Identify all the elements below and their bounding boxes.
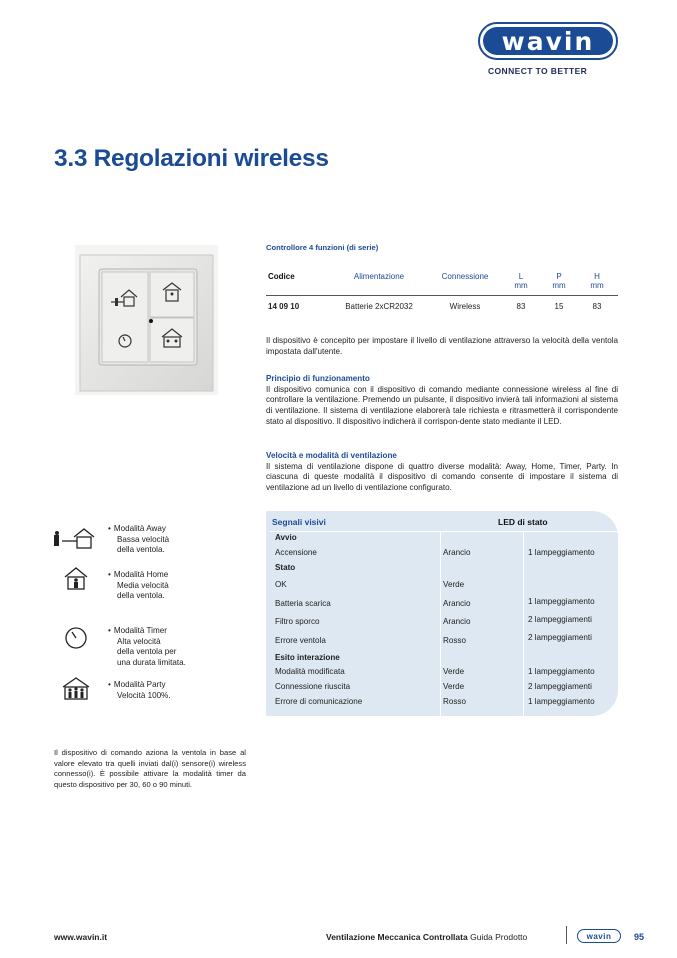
page-title: 3.3 Regolazioni wireless xyxy=(54,145,329,172)
group-avvio: Avvio xyxy=(275,533,297,542)
mode-party xyxy=(108,680,218,701)
bullet-icon: • xyxy=(108,680,111,689)
page-number: 95 xyxy=(634,932,645,942)
brand-tagline: CONNECT TO BETTER xyxy=(488,66,588,76)
footer-divider xyxy=(566,926,567,944)
signal-event: Modalità modificata xyxy=(275,667,345,676)
spec-power: Batterie 2xCR2032 xyxy=(345,302,413,311)
signal-color: Verde xyxy=(443,580,465,589)
mode-party-title xyxy=(108,680,218,691)
signals-table xyxy=(266,511,618,716)
mode-away-label: Modalità Away xyxy=(113,524,166,533)
table-row xyxy=(266,697,618,709)
signal-led: 1 lampeggiamento xyxy=(528,697,595,706)
mode-away-desc-1: Bassa velocità xyxy=(117,534,170,544)
wavin-logo xyxy=(478,22,618,62)
bullet-icon: • xyxy=(108,524,111,533)
signal-color: Verde xyxy=(443,682,465,691)
signal-event: Errore di comunicazione xyxy=(275,697,363,706)
mode-home-title xyxy=(108,570,218,581)
signal-led: 2 lampeggiamenti xyxy=(528,682,592,691)
spec-col-p-label: P xyxy=(556,272,562,281)
spec-col-h xyxy=(582,272,612,290)
signal-color: Arancio xyxy=(443,548,471,557)
mode-home-desc-2: della ventola. xyxy=(117,591,165,601)
signal-event: Batteria scarica xyxy=(275,599,331,608)
table-row xyxy=(266,633,618,648)
table-row xyxy=(266,682,618,694)
spec-connection: Wireless xyxy=(449,302,481,311)
speed-heading: Velocità e modalità di ventilazione xyxy=(266,451,397,460)
table-row xyxy=(266,667,618,679)
mode-timer-title xyxy=(108,626,218,637)
group-stato: Stato xyxy=(275,563,296,572)
table-row xyxy=(266,580,618,592)
footer-url-link[interactable]: www.wavin.it xyxy=(54,932,108,942)
spec-col-code: Codice xyxy=(268,272,295,281)
mode-away-title xyxy=(108,524,218,535)
signals-group-title xyxy=(266,533,618,545)
group-esito: Esito interazione xyxy=(275,653,340,662)
signal-led: 2 lampeggiamenti xyxy=(528,633,592,642)
signal-led: 2 lampeggiamenti xyxy=(528,615,592,624)
signals-group-title xyxy=(266,563,618,575)
mode-timer-desc-1: Alta velocità xyxy=(117,636,161,646)
spec-col-h-label: H xyxy=(594,272,600,281)
spec-col-power: Alimentazione xyxy=(353,272,405,281)
party-icon xyxy=(62,676,90,705)
footer-doc-title xyxy=(326,932,527,942)
signal-color: Arancio xyxy=(443,617,471,626)
home-icon xyxy=(64,566,88,595)
signals-group-title xyxy=(266,653,618,665)
spec-col-h-unit: mm xyxy=(590,281,604,290)
signals-header-divider xyxy=(270,531,618,532)
mode-home-label: Modalità Home xyxy=(113,570,169,579)
mode-home-desc-1: Media velocità xyxy=(117,580,169,590)
mode-away-desc-2: della ventola. xyxy=(117,545,165,555)
signal-led: 1 lampeggiamento xyxy=(528,667,595,676)
spec-col-connection: Connessione xyxy=(441,272,489,281)
principle-heading: Principio di funzionamento xyxy=(266,374,370,383)
controller-photo xyxy=(75,245,220,400)
spec-h: 83 xyxy=(592,302,602,311)
logo-text: wavin xyxy=(501,27,595,56)
mode-home xyxy=(108,570,218,602)
signal-color: Rosso xyxy=(443,636,466,645)
footer-logo: wavin xyxy=(577,929,621,943)
bullet-icon: • xyxy=(108,570,111,579)
speed-text: Il sistema di ventilazione dispone di quattro diverse modalità: Away, Home, Timer, Party. In ciascuna di queste modalità il dispositivo di comando consente di impostare il sistema di ventilazione ad un livello di ventilazione configurato. xyxy=(266,461,618,493)
signal-color: Arancio xyxy=(443,599,471,608)
mode-timer xyxy=(108,626,218,668)
signal-color: Rosso xyxy=(443,697,466,706)
signal-led: 1 lampeggiamento xyxy=(528,597,595,606)
footer-doc-main: Ventilazione Meccanica Controllata xyxy=(326,932,468,942)
bullet-icon: • xyxy=(108,626,111,635)
spec-col-l-unit: mm xyxy=(514,281,528,290)
mode-party-desc-1: Velocità 100%. xyxy=(117,690,171,700)
spec-data-row xyxy=(266,302,618,318)
table-row xyxy=(266,617,618,629)
spec-header-row xyxy=(266,272,618,296)
signal-event: Accensione xyxy=(275,548,317,557)
principle-text: Il dispositivo comunica con il dispositivo di comando mediante connessione wireless al fine di controllare la ventilazione. Premendo un pulsante, il dispositivo invierà tali informazioni al sistema di ventilazione. Il sistema di ventilazione elaborerà tale richiesta e ritrasmetterà il corrispondente stato al dispositivo. Il dispositivo indicherà il corrispon-dente stato mediante il LED. xyxy=(266,384,618,426)
spec-code: 14 09 10 xyxy=(268,302,300,311)
spec-table xyxy=(266,272,618,318)
mode-timer-desc-3: una durata limitata. xyxy=(117,657,186,667)
spec-col-l xyxy=(506,272,536,290)
mode-timer-label: Modalità Timer xyxy=(113,626,167,635)
spec-divider xyxy=(266,295,618,296)
note-text: Il dispositivo di comando aziona la ventola in base al valore elevato tra quelli inviati dal(i) sensore(i) wireless connesso(i). È possibile attivare la modalità timer da questo dispositivo per 30, 60 o 90 minuti. xyxy=(54,748,246,789)
mode-party-label: Modalità Party xyxy=(113,680,166,689)
mode-away xyxy=(108,524,218,556)
signal-color: Verde xyxy=(443,667,465,676)
description: Il dispositivo è concepito per impostare il livello di ventilazione attraverso la velocità della ventola impostata dall'utente. xyxy=(266,336,618,356)
spec-p: 15 xyxy=(554,302,564,311)
speed-section xyxy=(266,451,618,494)
principle-section xyxy=(266,374,618,428)
signal-event: Filtro sporco xyxy=(275,617,320,626)
spec-heading: Controllore 4 funzioni (di serie) xyxy=(266,243,379,252)
table-row xyxy=(266,548,618,560)
mode-timer-desc-2: della ventola per xyxy=(117,647,177,657)
table-row xyxy=(266,599,618,611)
signal-event: Connessione riuscita xyxy=(275,682,351,691)
away-icon xyxy=(54,526,96,555)
footer-doc-sub: Guida Prodotto xyxy=(470,932,528,942)
spec-col-p xyxy=(544,272,574,290)
timer-icon xyxy=(64,626,88,655)
spec-col-p-unit: mm xyxy=(552,281,566,290)
signal-event: Errore ventola xyxy=(275,636,326,645)
signal-event: OK xyxy=(275,580,287,589)
spec-l: 83 xyxy=(516,302,526,311)
signals-header: Segnali visivi xyxy=(272,517,326,527)
signal-led: 1 lampeggiamento xyxy=(528,548,595,557)
led-header: LED di stato xyxy=(498,517,548,527)
spec-col-l-label: L xyxy=(518,272,524,281)
